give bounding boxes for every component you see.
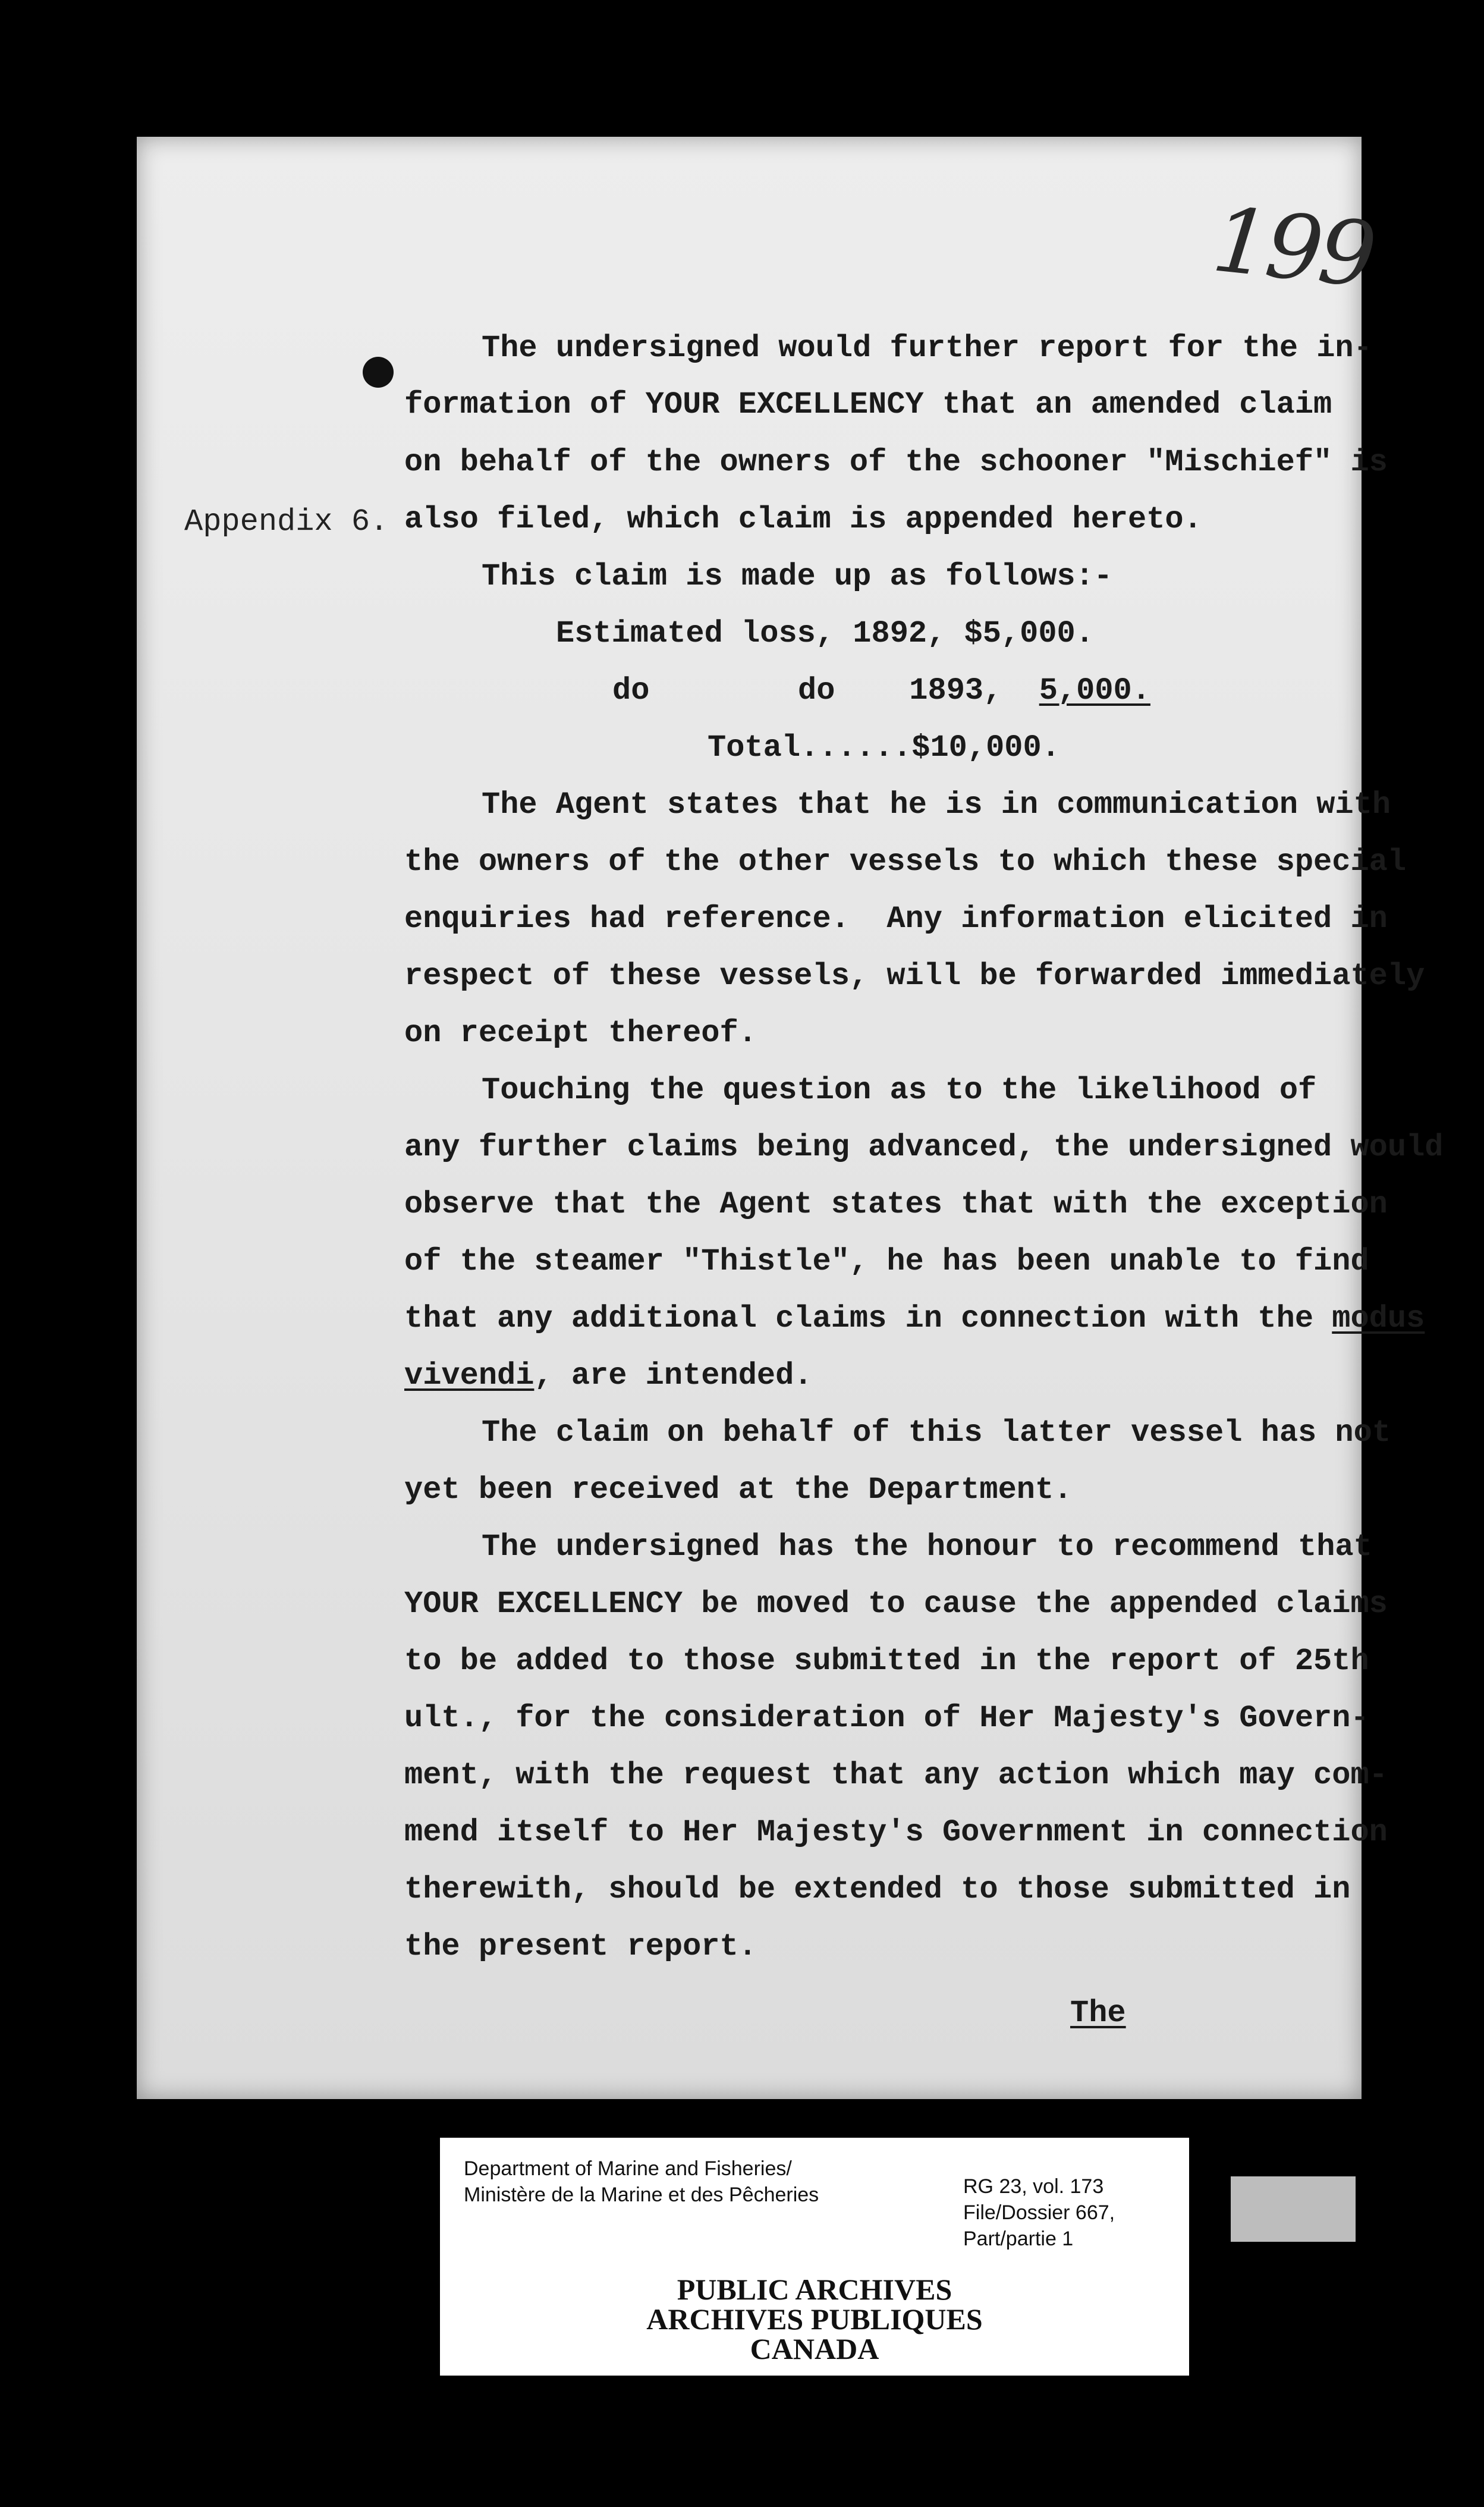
page-number: 199 <box>1208 188 1378 308</box>
footer-strip <box>1231 2176 1356 2242</box>
text-line: any further claims being advanced, the undersigned would <box>404 1130 1444 1165</box>
text-line: the owners of the other vessels to which these special <box>404 844 1407 879</box>
text-line: formation of YOUR EXCELLENCY that an amended claim <box>404 387 1332 422</box>
text-line-part: do do 1893, <box>612 673 1039 708</box>
text-line <box>404 1358 813 1393</box>
text-line: mend itself to Her Majesty's Government in connection <box>404 1815 1388 1850</box>
archive-reference <box>963 2173 1115 2252</box>
department-name <box>464 2156 819 2208</box>
text-line: ment, with the request that any action which may com- <box>404 1758 1388 1793</box>
text-line: to be added to those submitted in the report of 25th <box>404 1644 1369 1679</box>
text-line: observe that the Agent states that with the exception <box>404 1187 1388 1222</box>
text-line: Estimated loss, 1892, $5,000. <box>556 616 1094 651</box>
archives-line-fr: ARCHIVES PUBLIQUES <box>646 2302 983 2336</box>
underlined-term: vivendi <box>404 1358 535 1393</box>
text-line: Total......$10,000. <box>708 730 1060 765</box>
archives-stamp <box>440 2274 1189 2364</box>
text-line: also filed, which claim is appended hereto. <box>404 502 1202 537</box>
reference-file: File/Dossier 667, <box>963 2201 1115 2225</box>
reference-rg: RG 23, vol. 173 <box>963 2175 1104 2198</box>
archive-label <box>440 2138 1189 2376</box>
archives-line-en: PUBLIC ARCHIVES <box>677 2273 952 2306</box>
catchword: The <box>1070 1996 1126 2031</box>
text-line: respect of these vessels, will be forwarded immediately <box>404 959 1425 994</box>
text-line: The undersigned would further report for the in- <box>482 331 1372 366</box>
text-line <box>612 673 1150 708</box>
underlined-amount: 5,000. <box>1039 673 1150 708</box>
text-line: enquiries had reference. Any information elicited in <box>404 901 1388 937</box>
text-line: the present report. <box>404 1929 757 1964</box>
text-line: therewith, should be extended to those submitted in <box>404 1872 1351 1907</box>
text-line: of the steamer "Thistle", he has been unable to find <box>404 1244 1369 1279</box>
text-line: Touching the question as to the likelihood of <box>482 1073 1317 1108</box>
text-line-part: , are intended. <box>534 1358 813 1393</box>
department-fr: Ministère de la Marine et des Pêcheries <box>464 2184 819 2207</box>
text-line: on behalf of the owners of the schooner "Mischief" is <box>404 445 1388 480</box>
reference-part: Part/partie 1 <box>963 2228 1074 2251</box>
archives-line-country: CANADA <box>750 2332 879 2365</box>
text-line: on receipt thereof. <box>404 1016 757 1051</box>
text-line: ult., for the consideration of Her Majesty's Govern- <box>404 1701 1369 1736</box>
text-line: The claim on behalf of this latter vessel has not <box>482 1415 1391 1450</box>
underlined-term: modus <box>1332 1301 1425 1336</box>
margin-note: Appendix 6. <box>184 504 389 539</box>
text-line <box>404 1303 1425 1334</box>
department-en: Department of Marine and Fisheries/ <box>464 2157 792 2180</box>
text-line: YOUR EXCELLENCY be moved to cause the appended claims <box>404 1586 1388 1622</box>
text-line: yet been received at the Department. <box>404 1472 1073 1507</box>
text-line: The Agent states that he is in communication with <box>482 787 1391 822</box>
text-line: This claim is made up as follows:- <box>482 559 1112 594</box>
text-line-part: that any additional claims in connection with the <box>404 1301 1332 1336</box>
text-line: The undersigned has the honour to recommend that <box>482 1529 1372 1564</box>
